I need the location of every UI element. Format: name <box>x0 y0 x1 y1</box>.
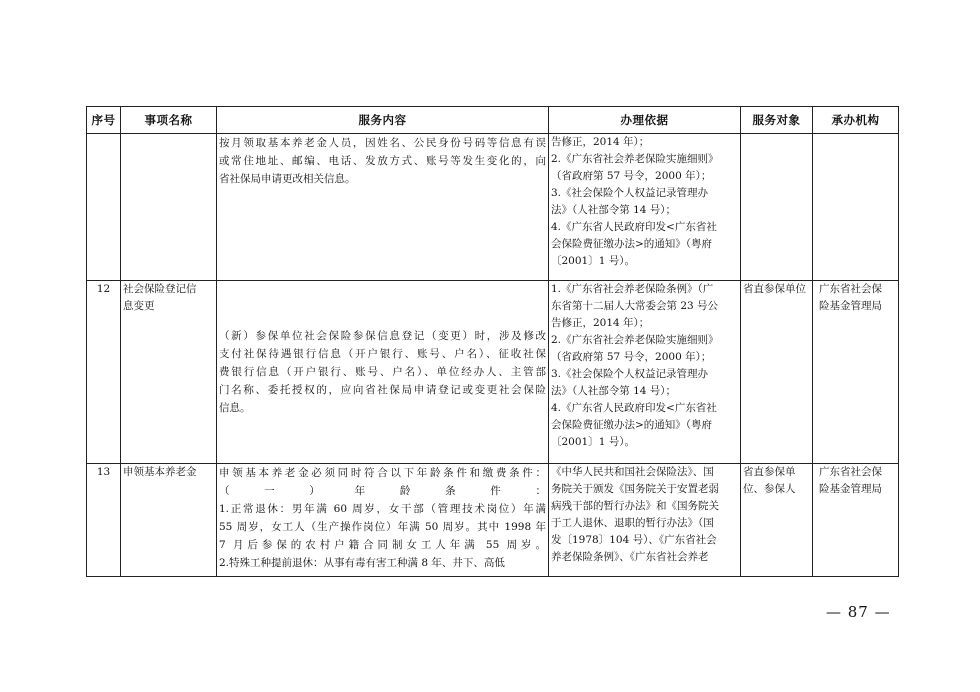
page-number: — 87 — <box>826 603 891 621</box>
basis-line: 2.《广东省社会养老保险实施细则》 <box>551 334 719 346</box>
target-line: 省直参保单位 <box>743 283 806 295</box>
content-line: 省社保局申请更改相关信息。 <box>219 173 356 185</box>
service-target-cell <box>741 134 813 281</box>
basis-line: 法》（人社部令第 14 号）； <box>551 204 677 216</box>
basis-line: 〔2001〕1 号）。 <box>551 255 635 267</box>
table-header-row <box>87 107 899 134</box>
header-service-target: 服务对象 <box>741 107 813 134</box>
org-line: 广东省社会保 <box>819 466 882 478</box>
basis-line: 法》（人社部令第 14 号）； <box>551 385 677 397</box>
content-line: 申领基本养老金必须同时符合以下年龄条件和缴费条件： <box>219 467 546 479</box>
item-name-cell <box>121 134 217 281</box>
org-line: 广东省社会保 <box>819 283 882 295</box>
content-line: 按月领取基本养老金人员，因姓名、公民身份号码等信息有误 <box>219 137 546 149</box>
table-row <box>87 464 899 577</box>
basis-line: 〔2001〕1 号）。 <box>551 436 635 448</box>
basis-line: 东省第十二届人大常委会第 23 号公 <box>551 300 719 312</box>
content-line: 支付社保待遇银行信息（开户银行、账号、户名）、征收社保 <box>219 348 546 360</box>
content-line: 或常住地址、邮编、电话、发放方式、账号等发生变化的，向 <box>219 155 546 167</box>
seq-number: 12 <box>96 283 111 295</box>
header-item-name: 事项名称 <box>121 107 217 134</box>
organization-cell <box>813 281 899 464</box>
services-table <box>86 106 899 577</box>
table-row <box>87 134 899 281</box>
basis-line: 会保险费征缴办法>的通知》（粤府 <box>551 238 713 250</box>
content-line: 费银行信息（开户银行、账号、户名）、单位经办人、主管部 <box>219 366 546 378</box>
header-basis: 办理依据 <box>549 107 741 134</box>
basis-line: 1.《广东省社会养老保险条例》（广 <box>551 283 714 295</box>
seq-number: 13 <box>96 466 111 478</box>
content-line: 2.特殊工种提前退休：从事有毒有害工种满 8 年、井下、高低 <box>219 557 505 569</box>
org-line: 险基金管理局 <box>819 483 882 495</box>
service-content-cell <box>217 281 549 464</box>
basis-line: 告修正，2014 年）； <box>551 317 650 329</box>
content-line: 信息。 <box>219 402 251 414</box>
seq-cell <box>87 281 121 464</box>
basis-cell <box>549 281 741 464</box>
service-target-cell <box>741 281 813 464</box>
basis-line: 3.《社会保险个人权益记录管理办 <box>551 368 709 380</box>
service-target-cell <box>741 464 813 577</box>
basis-line: 4.《广东省人民政府印发<广东省社 <box>551 221 717 233</box>
basis-cell <box>549 134 741 281</box>
header-organization: 承办机构 <box>813 107 899 134</box>
name-line: 社会保险登记信 <box>123 283 197 295</box>
basis-line: 于工人退休、退职的暂行办法》（国 <box>551 517 714 529</box>
basis-line: 2.《广东省社会养老保险实施细则》 <box>551 153 719 165</box>
organization-cell <box>813 134 899 281</box>
seq-cell <box>87 464 121 577</box>
service-content-cell <box>217 134 549 281</box>
basis-line: 会保险费征缴办法>的通知》（粤府 <box>551 419 713 431</box>
basis-line: 《中华人民共和国社会保险法》、国 <box>551 466 714 478</box>
seq-cell <box>87 134 121 281</box>
basis-line: 务院关于颁发《国务院关于安置老弱 <box>551 483 719 495</box>
service-content-cell <box>217 464 549 577</box>
table-row <box>87 281 899 464</box>
content-line: （新）参保单位社会保险参保信息登记（变更）时，涉及修改 <box>219 330 546 342</box>
content-line: 1.正常退休：男年满 60 周岁，女干部（管理技术岗位）年满 <box>219 503 546 515</box>
header-seq: 序号 <box>87 107 121 134</box>
org-line: 险基金管理局 <box>819 300 882 312</box>
basis-cell <box>549 464 741 577</box>
basis-line: 养老保险条例》、《广东省社会养老 <box>551 551 709 563</box>
basis-line: （省政府第 57 号令，2000 年）； <box>551 170 712 182</box>
basis-line: （省政府第 57 号令，2000 年）； <box>551 351 712 363</box>
content-line: （一）年龄条件： <box>219 485 546 497</box>
content-line: 7 月后参保的农村户籍合同制女工人年满 55 周岁。 <box>219 539 546 551</box>
item-name-cell <box>121 281 217 464</box>
target-line: 省直参保单 <box>743 466 796 478</box>
item-name-cell <box>121 464 217 577</box>
basis-line: 3.《社会保险个人权益记录管理办 <box>551 187 709 199</box>
name-line: 申领基本养老金 <box>123 466 197 478</box>
header-service-content: 服务内容 <box>217 107 549 134</box>
name-line: 息变更 <box>123 300 155 312</box>
content-line: 55 周岁，女工人（生产操作岗位）年满 50 周岁。其中 1998 年 <box>219 521 546 533</box>
basis-line: 告修正，2014 年）； <box>551 136 650 148</box>
content-line: 门名称、委托授权的，应向省社保局申请登记或变更社会保险 <box>219 384 546 396</box>
basis-line: 4.《广东省人民政府印发<广东省社 <box>551 402 717 414</box>
organization-cell <box>813 464 899 577</box>
target-line: 位、参保人 <box>743 483 796 495</box>
basis-line: 发〔1978〕104 号）、《广东省社会 <box>551 534 717 546</box>
basis-line: 病残干部的暂行办法》和《国务院关 <box>551 500 719 512</box>
